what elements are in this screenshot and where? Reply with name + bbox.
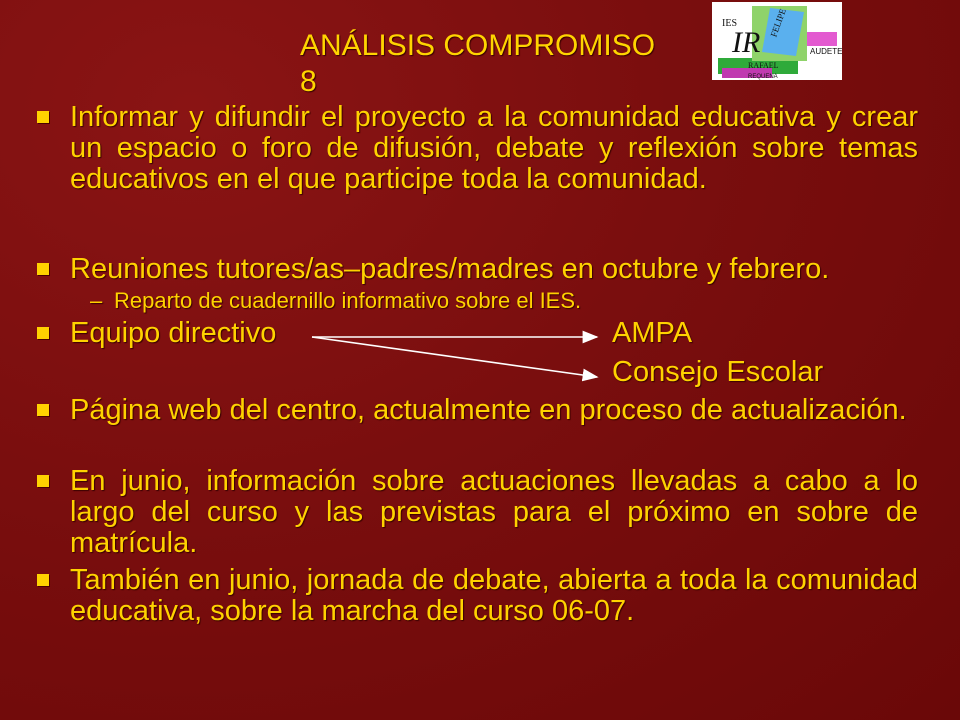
bullet-text: En junio, información sobre actuaciones llevadas a cabo a lo largo del curso y las previstas para el próximo en sobre de matrícula. [70, 465, 918, 559]
svg-text:FELIPE: FELIPE [768, 7, 788, 39]
square-bullet-icon [37, 574, 49, 586]
square-bullet-icon [37, 404, 49, 416]
bullet-text: Página web del centro, actualmente en proceso de actualización. [70, 394, 907, 426]
bullet-text: Equipo directivo [70, 317, 277, 349]
bullet-item [70, 565, 918, 627]
bullet-text: Reuniones tutores/as–padres/madres en octubre y febrero. [70, 253, 830, 285]
sub-bullet-text: Reparto de cuadernillo informativo sobre el IES. [114, 288, 582, 313]
bullet-text: Informar y difundir el proyecto a la comunidad educativa y crear un espacio o foro de difusión, debate y reflexión sobre temas educativos en el que participe toda la comunidad. [70, 101, 918, 195]
arrow-to-consejo [312, 337, 597, 377]
svg-text:IES: IES [722, 18, 737, 29]
bullet-item [70, 466, 918, 559]
target-consejo-escolar: Consejo Escolar [612, 356, 824, 388]
bullet-text: También en junio, jornada de debate, abierta a toda la comunidad educativa, sobre la marcha del curso 06-07. [70, 564, 918, 627]
slide-title: ANÁLISIS COMPROMISO 8 [300, 29, 656, 98]
svg-text:REQUENA: REQUENA [748, 74, 778, 80]
bullet-item [70, 395, 918, 426]
svg-text:AUDETE: AUDETE [810, 47, 842, 56]
square-bullet-icon [37, 475, 49, 487]
dash-bullet: – [90, 288, 103, 313]
target-ampa: AMPA [612, 317, 693, 349]
svg-text:RAFAEL: RAFAEL [748, 61, 779, 70]
svg-text:IR: IR [732, 26, 761, 59]
